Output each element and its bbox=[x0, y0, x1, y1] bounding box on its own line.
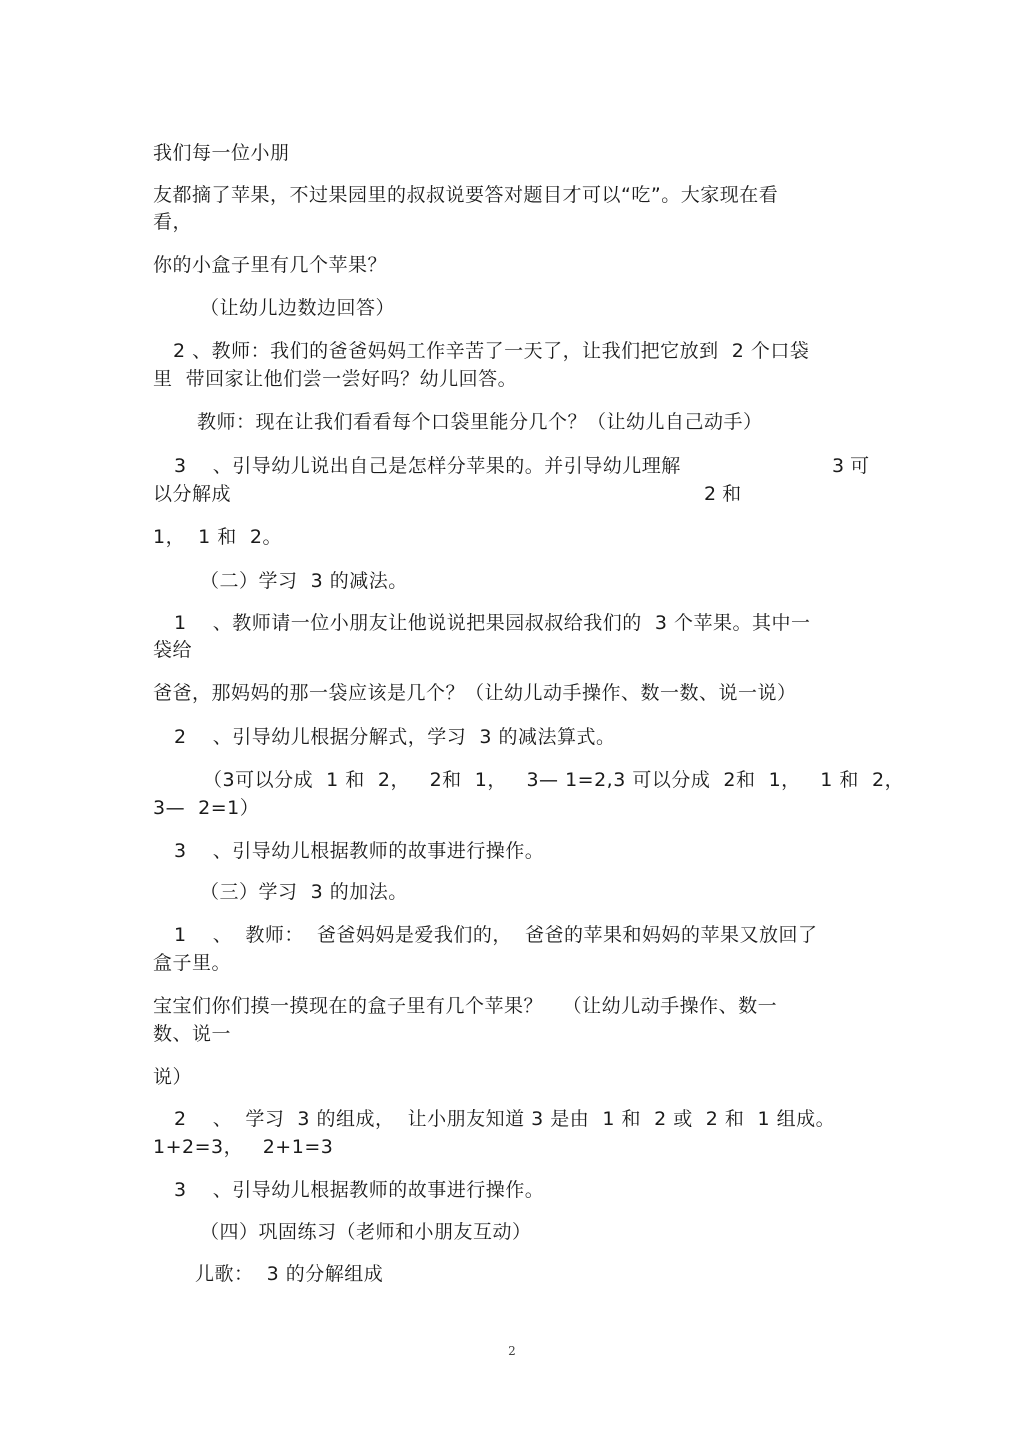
text-line: 以分解成 bbox=[153, 483, 232, 505]
text-line: 1 、 教师： 爸爸妈妈是爱我们的， 爸爸的苹果和妈妈的苹果又放回了 bbox=[174, 924, 818, 946]
text-line: 袋给 bbox=[153, 639, 193, 661]
section-heading: （二）学习 3 的减法。 bbox=[200, 570, 408, 592]
text-line: 3— 2=1） bbox=[153, 797, 260, 819]
text-line: 儿歌： 3 的分解组成 bbox=[195, 1263, 384, 1285]
text-line: 友都摘了苹果，不过果园里的叔叔说要答对题目才可以“吃”。大家现在看 bbox=[153, 184, 779, 206]
text-line: 3 、引导幼儿说出自己是怎样分苹果的。并引导幼儿理解 bbox=[174, 455, 681, 477]
text-line: 2 、引导幼儿根据分解式，学习 3 的减法算式。 bbox=[174, 726, 616, 748]
text-line: 2 和 bbox=[704, 483, 742, 505]
text-line: 1， 1 和 2。 bbox=[153, 526, 282, 548]
text-line: 1+2=3， 2+1=3 bbox=[153, 1136, 334, 1158]
text-line: 教师：现在让我们看看每个口袋里能分几个？（让幼儿自己动手） bbox=[197, 411, 763, 433]
text-line: 说） bbox=[153, 1066, 193, 1088]
text-line: 宝宝们你们摸一摸现在的盒子里有几个苹果？ （让幼儿动手操作、数一 bbox=[153, 995, 778, 1017]
text-line: 3 可 bbox=[832, 455, 870, 477]
text-line: 我们每一位小朋 bbox=[153, 142, 290, 164]
text-line: 爸爸，那妈妈的那一袋应该是几个？（让幼儿动手操作、数一数、说一说） bbox=[153, 682, 797, 704]
text-line: 3 、引导幼儿根据教师的故事进行操作。 bbox=[174, 840, 545, 862]
text-line: 3 、引导幼儿根据教师的故事进行操作。 bbox=[174, 1179, 545, 1201]
text-line: 里 带回家让他们尝一尝好吗？幼儿回答。 bbox=[153, 368, 518, 390]
section-heading: （四）巩固练习（老师和小朋友互动） bbox=[200, 1221, 532, 1243]
text-line: 2 、教师：我们的爸爸妈妈工作辛苦了一天了，让我们把它放到 2 个口袋 bbox=[173, 340, 810, 362]
text-line: 数、说一 bbox=[153, 1023, 232, 1045]
section-heading: （三）学习 3 的加法。 bbox=[200, 881, 408, 903]
text-line: （3可以分成 1 和 2， 2和 1， 3— 1=2,3 可以分成 2和 1， 1 和 2， bbox=[203, 769, 905, 791]
text-line: 1 、教师请一位小朋友让他说说把果园叔叔给我们的 3 个苹果。其中一 bbox=[174, 612, 811, 634]
page-number: 2 bbox=[508, 1344, 516, 1358]
text-line: 2 、 学习 3 的组成， 让小朋友知道 3 是由 1 和 2 或 2 和 1 组成。 bbox=[174, 1108, 836, 1130]
text-line: （让幼儿边数边回答） bbox=[200, 297, 396, 319]
text-line: 盒子里。 bbox=[153, 952, 232, 974]
text-line: 你的小盒子里有几个苹果？ bbox=[153, 254, 388, 276]
text-line: 看， bbox=[153, 211, 193, 233]
